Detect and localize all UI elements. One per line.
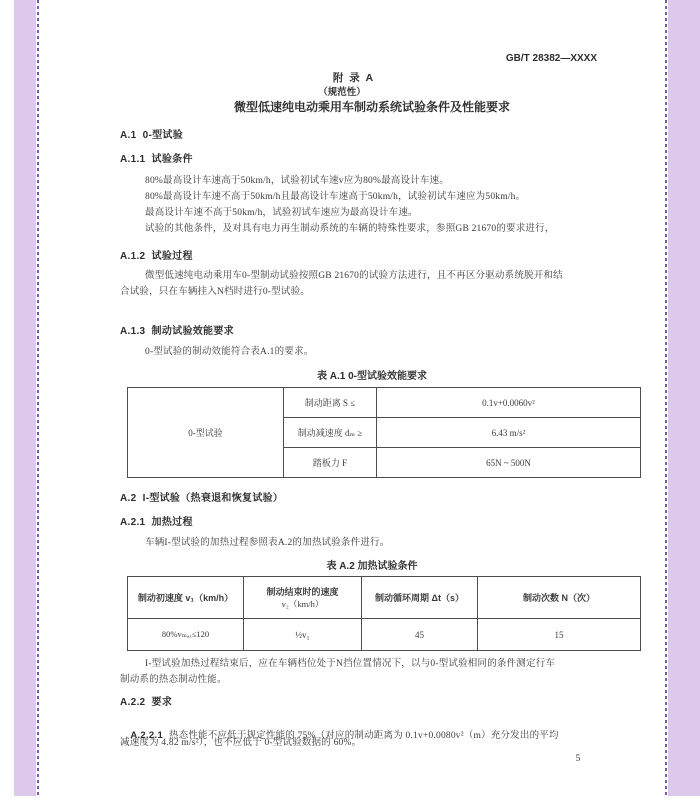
- paragraph-line: 试验的其他条件，及对具有电力再生制动系统的车辆的特殊性要求，参照GB 21670的要求进行，: [145, 224, 555, 234]
- table-a2-header-line2: v₂（km/h）: [281, 599, 324, 609]
- clause-text: 热态性能不应低于规定性能的 75%（对应的制动距离为 0.1v+0.0080v²（m）充分发出的平均: [168, 731, 559, 741]
- paragraph-line: 减速度为 4.82 m/s²），也不应低于 0-型试验数据的 60%。: [120, 738, 362, 748]
- section-heading-a11: A.1.1 试验条件: [120, 154, 193, 165]
- page-border-strip-left: [14, 0, 36, 796]
- clause-number: A.2.2.1: [130, 730, 169, 741]
- paragraph-line: 微型低速纯电动乘用车0-型制动试验按照GB 21670的试验方法进行，且不再区分驱动系统脱开和结: [145, 271, 563, 281]
- table-a2-header: 制动初速度 v₁（km/h）: [128, 577, 244, 619]
- table-a1-value: 6.43 m/s²: [377, 418, 641, 448]
- doc-number: GB/T 28382—XXXX: [505, 53, 597, 64]
- table-a2-title: 表 A.2 加热试验条件: [326, 561, 418, 572]
- appendix-title: 微型低速纯电动乘用车制动系统试验条件及性能要求: [233, 100, 510, 114]
- table-a2-cell: 80%vₘₐₓ≤120: [128, 619, 244, 651]
- paragraph-line: 80%最高设计车速不高于50km/h且最高设计车速高于50km/h，试验初试车速应为50km/h。: [145, 192, 526, 202]
- table-a2-header-line1: 制动结束时的速度: [266, 587, 339, 597]
- table-a1-param: 制动减速度 dₘ ≥: [284, 418, 377, 448]
- table-a1-value: 65N ~ 500N: [377, 448, 641, 478]
- paragraph-line: 制动系的热态制动性能。: [120, 675, 227, 685]
- table-a1-param: 踏板力 F: [284, 448, 377, 478]
- table-row: [128, 619, 641, 651]
- section-heading-a22: A.2.2 要求: [120, 697, 173, 708]
- paragraph-line: 合试验，只在车辆挂入N档时进行0-型试验。: [120, 287, 310, 297]
- table-a2-cell: 15: [478, 619, 641, 651]
- page-number: 5: [575, 754, 581, 764]
- paragraph-line: 车辆I-型试验的加热过程参照表A.2的加热试验条件进行。: [145, 538, 390, 548]
- section-heading-a12: A.1.2 试验过程: [120, 251, 193, 262]
- table-a2-header: [244, 577, 362, 619]
- paragraph-line: I-型试验加热过程结束后，应在车辆档位处于N挡位置情况下，以与0-型试验相同的条件测定行车: [145, 659, 556, 669]
- section-heading-a21: A.2.1 加热过程: [120, 517, 193, 528]
- appendix-label: 附 录 A: [332, 72, 374, 84]
- section-heading-a1: A.1 0-型试验: [120, 130, 184, 141]
- section-heading-a13: A.1.3 制动试验效能要求: [120, 326, 234, 337]
- table-a2-header: 制动次数 N（次）: [478, 577, 641, 619]
- paragraph-line: 80%最高设计车速高于50km/h，试验初试车速v应为80%最高设计车速。: [145, 176, 450, 186]
- paragraph-line: 0-型试验的制动效能符合表A.1的要求。: [145, 347, 314, 357]
- paragraph-line: 最高设计车速不高于50km/h，试验初试车速应为最高设计车速。: [145, 208, 418, 218]
- table-a2-header: 制动循环周期 Δt（s）: [362, 577, 478, 619]
- table-a1-param: 制动距离 S ≤: [284, 388, 377, 418]
- table-a2-cell: 45: [362, 619, 478, 651]
- table-a2-cell: ½v₁: [244, 619, 362, 651]
- table-a1-title: 表 A.1 0-型试验效能要求: [316, 371, 427, 382]
- table-a1-value: 0.1v+0.0060v²: [377, 388, 641, 418]
- page-border-dash-left: [37, 0, 39, 796]
- table-a1-row-header: 0-型试验: [128, 388, 284, 478]
- table-row: [128, 577, 641, 619]
- section-heading-a2: A.2 I-型试验（热衰退和恢复试验）: [120, 493, 284, 504]
- table-a1: [127, 387, 641, 478]
- page-border-dash-right: [665, 0, 667, 796]
- table-a2: [127, 576, 641, 651]
- page-border-strip-right: [668, 0, 700, 796]
- table-row: [128, 388, 641, 418]
- appendix-type: （规范性）: [318, 87, 366, 98]
